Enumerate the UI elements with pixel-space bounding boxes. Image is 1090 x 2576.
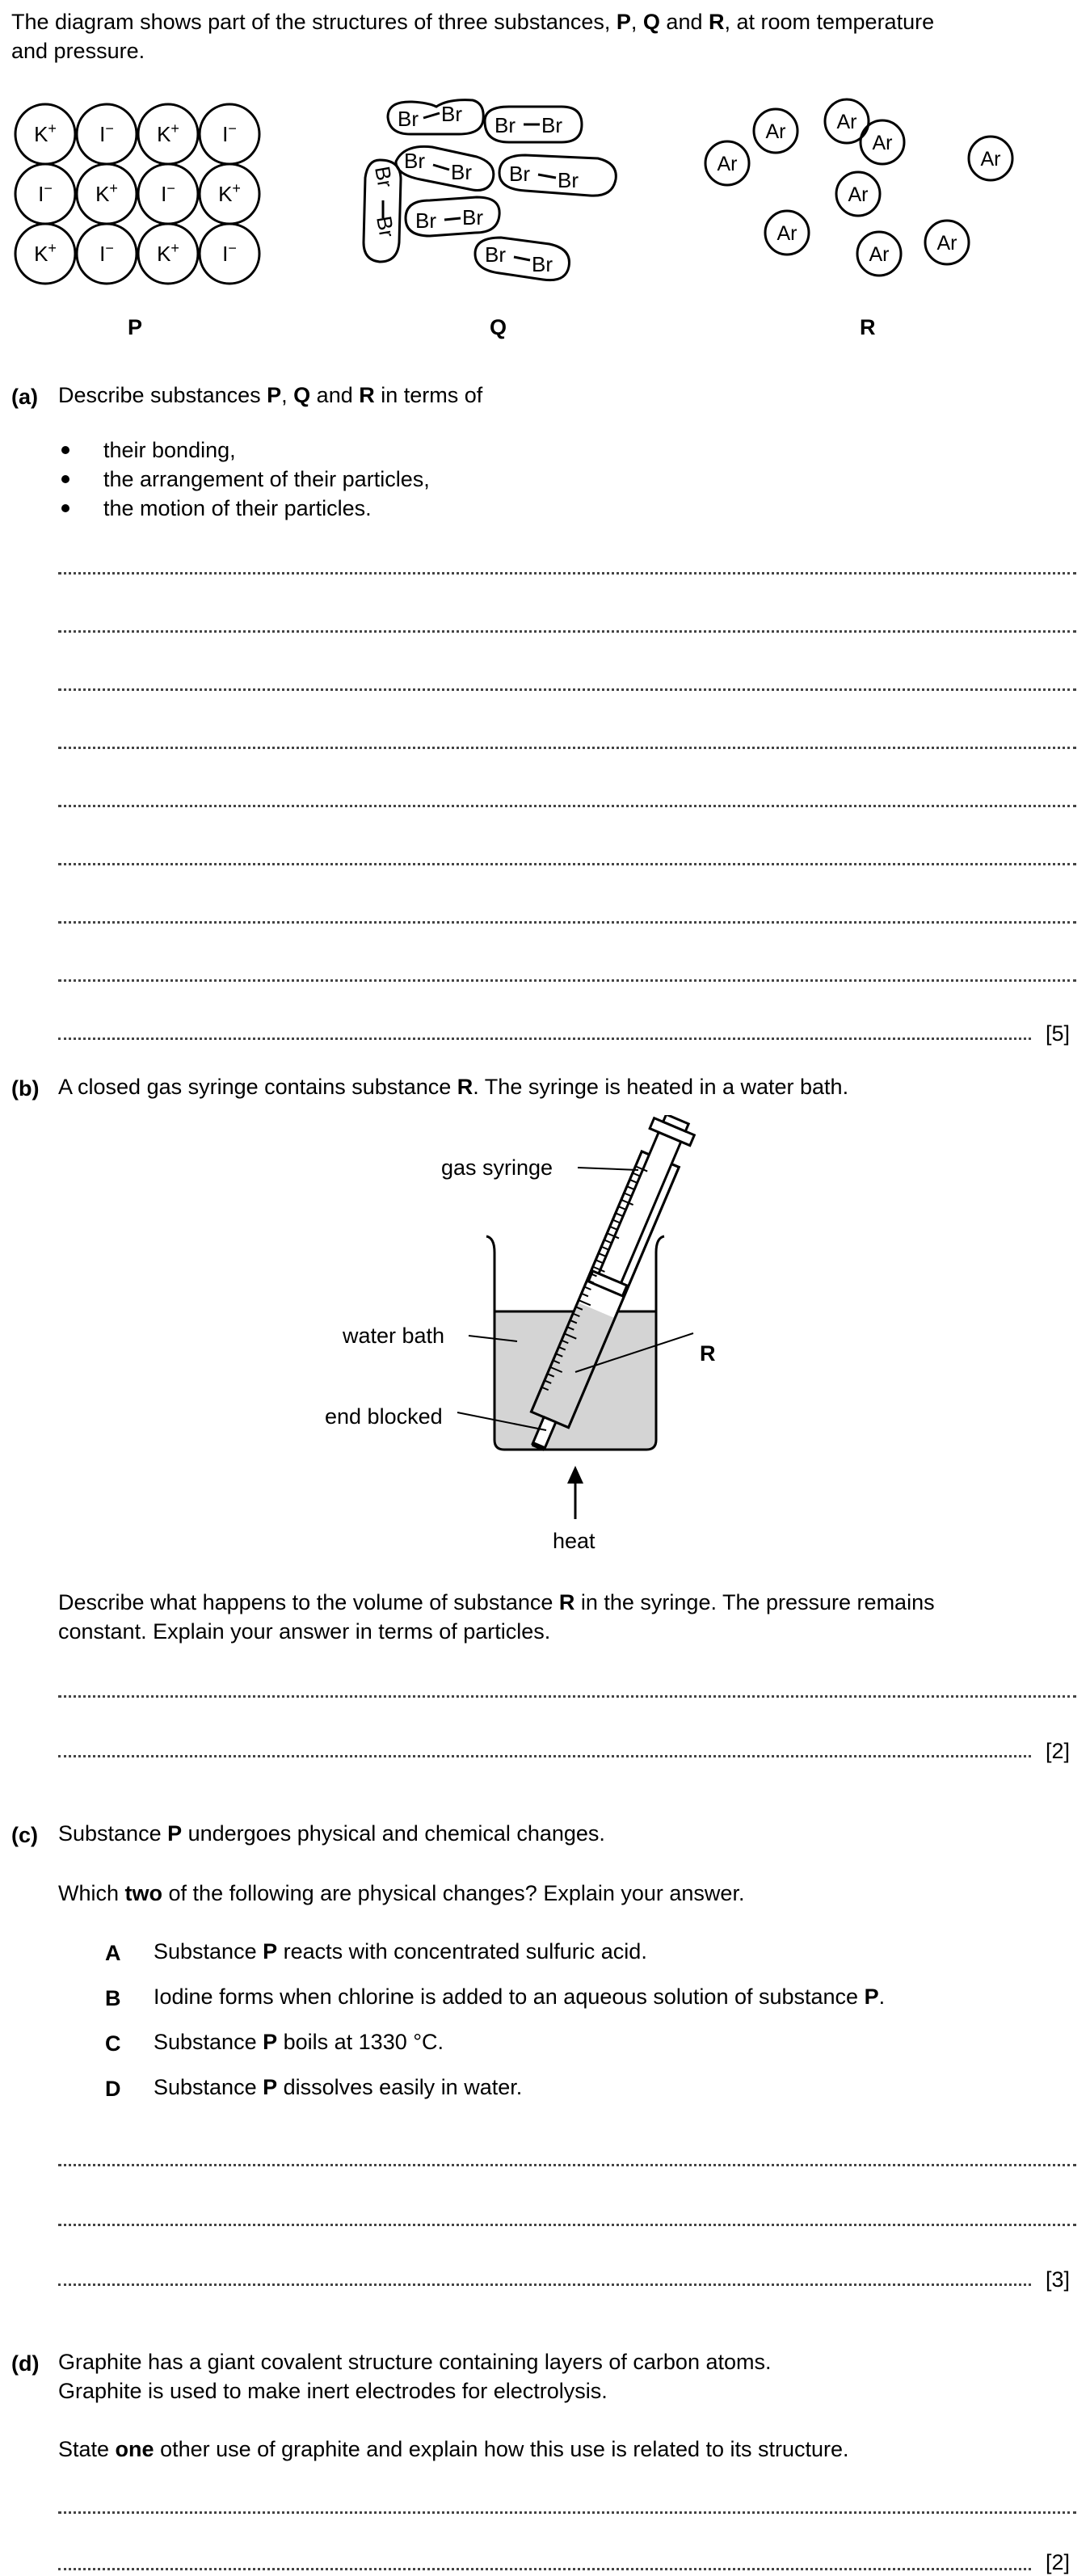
part-a-prompt: Describe substances P, Q and R in terms of xyxy=(58,383,483,407)
argon-symbol: Ar xyxy=(869,243,890,266)
marks-b: [2] xyxy=(1046,1739,1071,1763)
svg-text:Br: Br xyxy=(532,252,553,276)
part-b-text: A closed gas syringe contains substance R. The syringe is heated in a water bath. xyxy=(58,1075,849,1099)
answer-line[interactable] xyxy=(58,863,1076,865)
answer-line[interactable] xyxy=(58,979,1076,982)
part-d-number: (d) xyxy=(11,2351,40,2376)
argon-symbol: Ar xyxy=(848,183,869,206)
marks-d: [2] xyxy=(1046,2550,1071,2574)
answer-line[interactable] xyxy=(58,2164,1076,2166)
answer-line[interactable] xyxy=(58,1755,1031,1757)
argon-symbol: Ar xyxy=(872,132,893,154)
ion-symbol: I− xyxy=(99,120,114,146)
answer-line[interactable] xyxy=(58,747,1076,749)
bullet-item: the motion of their particles. xyxy=(103,496,372,520)
svg-text:Br: Br xyxy=(462,205,483,229)
ion-symbol: K+ xyxy=(34,240,57,266)
label-q: Q xyxy=(490,315,507,339)
bullet xyxy=(61,504,69,512)
structure-diagram-q xyxy=(356,89,630,396)
bullet xyxy=(61,446,69,454)
part-d-line-2: Graphite is used to make inert electrodes for electrolysis. xyxy=(58,2379,608,2403)
bullet-item: their bonding, xyxy=(103,438,236,462)
argon-symbol: Ar xyxy=(717,153,738,175)
ion-symbol: K+ xyxy=(157,120,179,146)
option-letter: B xyxy=(105,1986,121,2010)
answer-line[interactable] xyxy=(58,2224,1076,2226)
answer-line[interactable] xyxy=(58,688,1076,691)
br2-molecule xyxy=(388,100,483,134)
ion-symbol: I− xyxy=(99,240,114,266)
answer-line[interactable] xyxy=(58,2568,1031,2570)
part-a-number: (a) xyxy=(11,385,38,409)
br2-molecule xyxy=(364,160,401,262)
answer-line[interactable] xyxy=(58,2511,1076,2514)
argon-symbol: Ar xyxy=(776,222,798,245)
svg-text:Br: Br xyxy=(441,102,462,126)
option-text: Substance P dissolves easily in water. xyxy=(154,2075,523,2099)
ion-symbol: K+ xyxy=(34,120,57,146)
intro-line-2: and pressure. xyxy=(11,39,145,63)
label-gas-syringe: gas syringe xyxy=(441,1155,553,1180)
intro-line-1: The diagram shows part of the structures of three substances, P, Q and R, at room temperature xyxy=(11,10,935,34)
label-heat: heat xyxy=(553,1529,596,1553)
br2-molecule xyxy=(485,107,582,142)
ion-symbol: K+ xyxy=(95,180,118,206)
label-water-bath: water bath xyxy=(343,1324,445,1348)
ion-symbol: I− xyxy=(161,180,175,206)
option-letter: A xyxy=(105,1941,121,1965)
answer-line[interactable] xyxy=(58,1038,1031,1040)
structure-diagram-p xyxy=(0,89,275,396)
svg-text:Br: Br xyxy=(370,164,398,190)
ion-symbol: I− xyxy=(222,240,237,266)
ion-symbol: K+ xyxy=(157,240,179,266)
label-p: P xyxy=(128,315,143,339)
option-letter: C xyxy=(105,2031,121,2056)
part-c-text: Substance P undergoes physical and chemical changes. xyxy=(58,1821,605,1846)
part-d-line-1: Graphite has a giant covalent structure containing layers of carbon atoms. xyxy=(58,2350,772,2374)
part-c-question: Which two of the following are physical changes? Explain your answer. xyxy=(58,1881,745,1905)
answer-line[interactable] xyxy=(58,630,1076,633)
ion-symbol: I− xyxy=(38,180,53,206)
option-text: Iodine forms when chlorine is added to an aqueous solution of substance P. xyxy=(154,1985,886,2009)
part-c-number: (c) xyxy=(11,1823,38,1847)
gas-syringe-diagram xyxy=(0,1115,1090,1600)
ion-symbol: K+ xyxy=(218,180,241,206)
part-b-number: (b) xyxy=(11,1076,40,1101)
argon-symbol: Ar xyxy=(765,120,786,143)
bullet-item: the arrangement of their particles, xyxy=(103,467,430,491)
br2-molecule xyxy=(396,146,494,190)
svg-text:Br: Br xyxy=(509,162,530,186)
svg-text:Br: Br xyxy=(485,242,506,267)
svg-text:Br: Br xyxy=(372,214,400,239)
option-letter: D xyxy=(105,2077,121,2101)
svg-text:Br: Br xyxy=(541,113,562,137)
svg-text:Br: Br xyxy=(494,113,516,137)
answer-line[interactable] xyxy=(58,2283,1031,2286)
svg-text:Br: Br xyxy=(558,168,579,192)
argon-symbol: Ar xyxy=(980,148,1001,170)
label-end-blocked: end blocked xyxy=(325,1404,443,1429)
br2-molecule xyxy=(475,238,570,280)
answer-line[interactable] xyxy=(58,1695,1076,1698)
marks-a: [5] xyxy=(1046,1021,1071,1046)
option-text: Substance P boils at 1330 °C. xyxy=(154,2030,444,2054)
svg-text:Br: Br xyxy=(451,160,472,184)
svg-text:Br: Br xyxy=(404,149,425,173)
structure-diagram-r xyxy=(695,89,1050,396)
svg-text:Br: Br xyxy=(398,107,419,131)
marks-c: [3] xyxy=(1046,2267,1071,2292)
answer-line[interactable] xyxy=(58,921,1076,924)
br2-molecule xyxy=(406,197,499,236)
bullet xyxy=(61,475,69,483)
label-r: R xyxy=(860,315,876,339)
br2-molecule xyxy=(499,155,616,196)
label-r-in-syringe: R xyxy=(700,1341,716,1366)
option-text: Substance P reacts with concentrated sulfuric acid. xyxy=(154,1939,647,1964)
part-b-question-1: Describe what happens to the volume of substance R in the syringe. The pressure remains xyxy=(58,1590,935,1614)
answer-line[interactable] xyxy=(58,572,1076,575)
svg-text:Br: Br xyxy=(415,208,436,233)
ion-symbol: I− xyxy=(222,120,237,146)
argon-symbol: Ar xyxy=(836,111,857,133)
part-d-question: State one other use of graphite and explain how this use is related to its structure. xyxy=(58,2437,849,2461)
argon-symbol: Ar xyxy=(936,232,957,255)
answer-line[interactable] xyxy=(58,805,1076,807)
part-b-question-2: constant. Explain your answer in terms of particles. xyxy=(58,1619,551,1644)
